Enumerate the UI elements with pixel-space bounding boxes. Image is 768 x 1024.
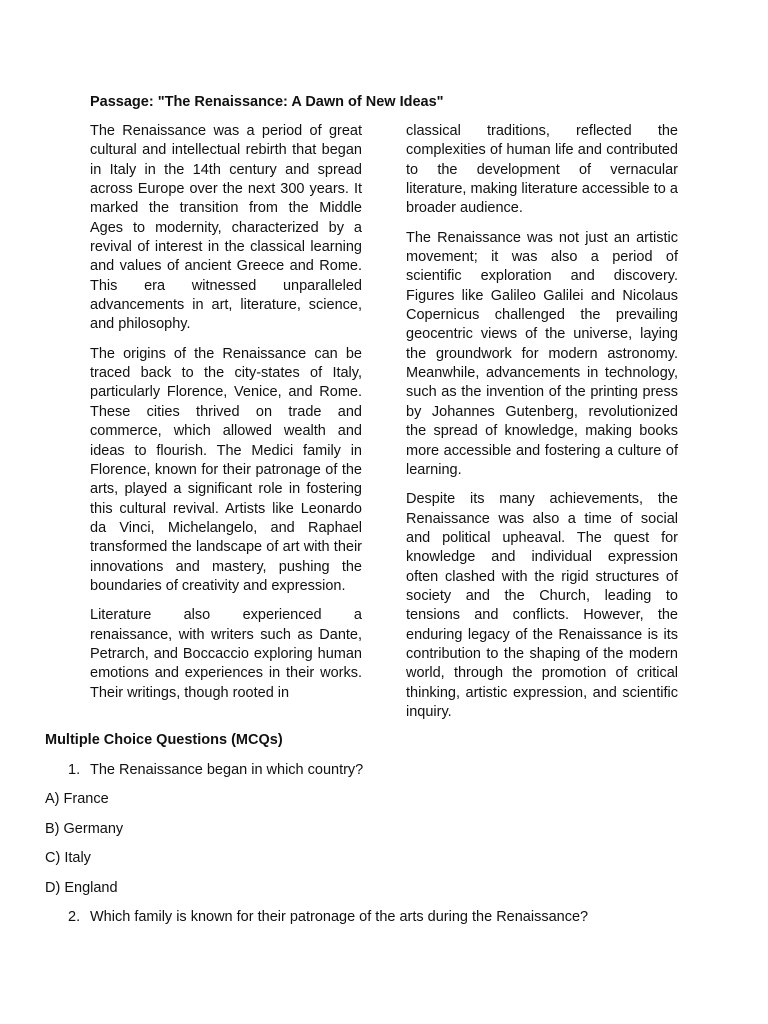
mcq-question-2	[68, 908, 588, 927]
passage-title: Passage: "The Renaissance: A Dawn of New Ideas"	[90, 94, 444, 110]
mcq-question-1	[68, 761, 363, 780]
question-text: Which family is known for their patronage of the arts during the Renaissance?	[90, 909, 589, 925]
mcq-option-b: B) Germany	[45, 821, 124, 837]
passage-paragraph: The Renaissance was not just an artistic movement; it was also a period of scientific exploration and discovery. Figures like Galileo Galilei and Nicolaus Copernicus challenged the prevailing geocentric views of the universe, laying the groundwork for modern astronomy. Meanwhile, advancements in technology, such as the invention of the printing press by Johannes Gutenberg, revolutionized the spread of knowledge, making books more accessible and fostering a culture of learning.	[406, 229, 678, 478]
question-number: 2.	[68, 909, 81, 925]
passage-paragraph: Despite its many achievements, the Renaissance was also a time of social and political upheaval. The quest for knowledge and individual expression often clashed with the rigid structures of society and the Church, leading to tensions and conflicts. However, the enduring legacy of the Renaissance is its contribution to the shaping of the modern world, through the promotion of critical thinking, artistic expression, and scientific inquiry.	[406, 491, 678, 720]
mcq-heading: Multiple Choice Questions (MCQs)	[45, 732, 283, 748]
passage-left-column	[90, 122, 362, 703]
passage-paragraph: classical traditions, reflected the complexities of human life and contributed to the development of vernacular literature, making literature accessible to a broader audience.	[406, 123, 678, 217]
mcq-option-d: D) England	[45, 880, 118, 896]
passage-paragraph: The Renaissance was a period of great cultural and intellectual rebirth that began in Italy in the 14th century and spread across Europe over the next 300 years. It marked the transition from the Middle Ages to modernity, characterized by a revival of interest in the classical learning and values of ancient Greece and Rome. This era witnessed unparalleled advancements in art, literature, science, and philosophy.	[90, 123, 362, 333]
passage-paragraph: The origins of the Renaissance can be traced back to the city-states of Italy, particularly Florence, Venice, and Rome. These cities thrived on trade and commerce, which allowed wealth and ideas to flourish. The Medici family in Florence, known for their patronage of the arts, played a significant role in fostering this cultural revival. Artists like Leonardo da Vinci, Michelangelo, and Raphael transformed the landscape of art with their innovations and mastery, pushing the boundaries of creativity and expression.	[90, 345, 362, 594]
question-text: The Renaissance began in which country?	[90, 762, 364, 778]
mcq-option-a: A) France	[45, 791, 109, 807]
passage-paragraph: Literature also experienced a renaissance, with writers such as Dante, Petrarch, and Boccaccio exploring human emotions and experiences in their works. Their writings, though rooted in	[90, 607, 362, 701]
mcq-option-c: C) Italy	[45, 850, 91, 866]
passage-right-column	[406, 122, 678, 732]
question-number: 1.	[68, 762, 81, 778]
